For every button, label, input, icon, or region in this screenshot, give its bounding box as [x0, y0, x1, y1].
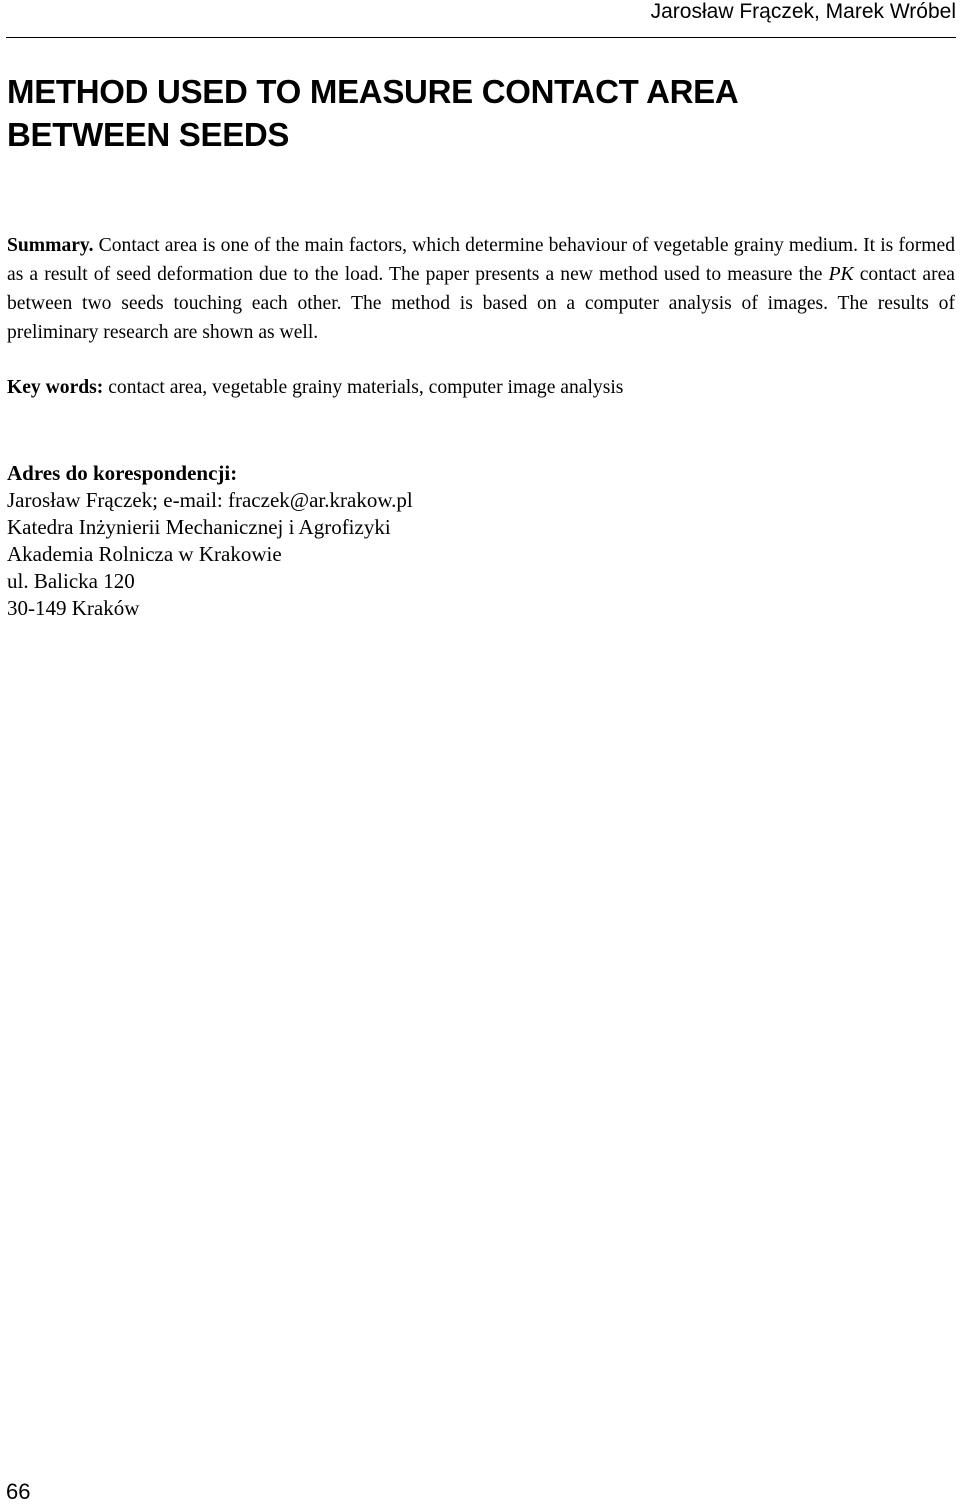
correspondence-line-university: Akademia Rolnicza w Krakowie: [7, 542, 282, 566]
contact-area-symbol: PK: [828, 264, 854, 285]
correspondence-block: [7, 460, 707, 622]
correspondence-line-department: Katedra Inżynierii Mechanicznej i Agrofizyki: [7, 515, 391, 539]
correspondence-label: Adres do korespondencji:: [7, 461, 238, 485]
summary-label: Summary.: [7, 235, 94, 256]
correspondence-line-street: ul. Balicka 120: [7, 569, 135, 593]
keywords-label: Key words:: [7, 377, 104, 398]
page-number: 66: [6, 1479, 31, 1504]
running-header-authors: Jarosław Frączek, Marek Wróbel: [650, 0, 956, 23]
keywords-paragraph: [7, 373, 955, 402]
paper-title-line-2: BETWEEN SEEDS: [7, 116, 290, 153]
summary-text-part-2: contact area between two seeds touching each other. The method is based on a computer analysis of images. The results of preliminary research are shown as well.: [7, 264, 956, 343]
correspondence-line-name-email: Jarosław Frączek; e-mail: fraczek@ar.krakow.pl: [7, 488, 413, 512]
summary-paragraph: [7, 231, 955, 347]
paper-title: [7, 70, 907, 156]
keywords-text: contact area, vegetable grainy materials, computer image analysis: [103, 377, 624, 398]
summary-text-part-1: Contact area is one of the main factors, which determine behaviour of vegetable grainy medium. It is formed as a result of seed deformation due to the load. The paper presents a new method used to measure the: [7, 235, 955, 285]
paper-title-line-1: METHOD USED TO MEASURE CONTACT AREA: [7, 73, 739, 110]
header-rule: [6, 37, 956, 38]
correspondence-line-city: 30-149 Kraków: [7, 596, 140, 620]
